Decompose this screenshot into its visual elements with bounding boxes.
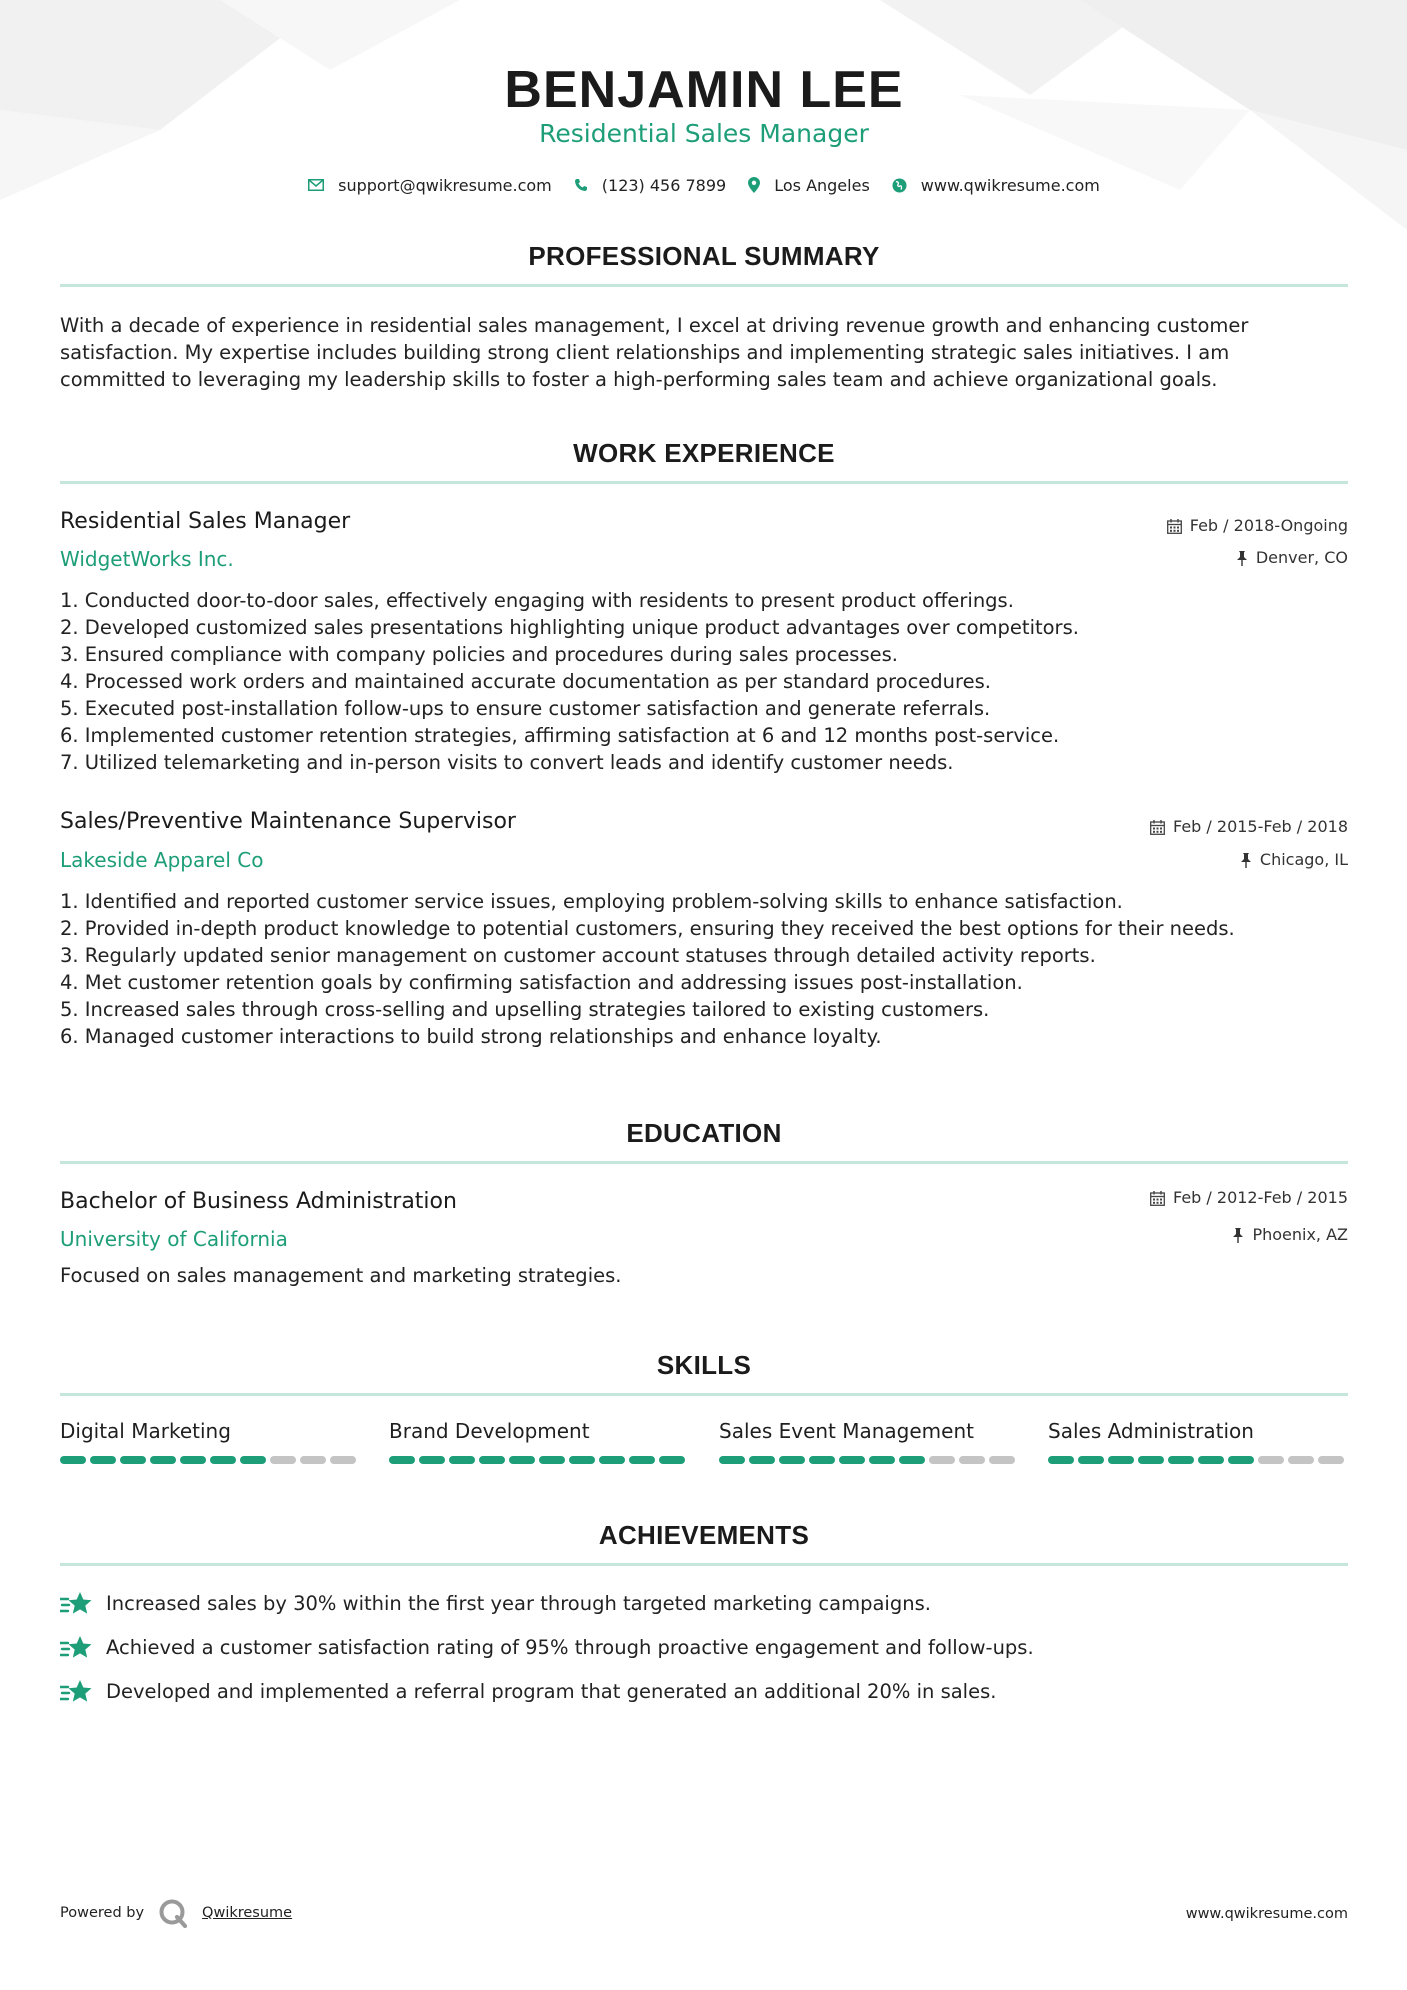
- achievements-divider: [60, 1563, 1348, 1566]
- phone-icon: [574, 178, 588, 192]
- skill-segment: [1048, 1456, 1074, 1464]
- contact-phone[interactable]: [574, 176, 726, 195]
- skill-segment: [1108, 1456, 1134, 1464]
- calendar-icon: [1150, 820, 1165, 835]
- calendar-icon: [1150, 1191, 1165, 1206]
- achievement-item: [60, 1634, 1034, 1662]
- job-bullets: [60, 587, 1348, 776]
- skill-name: Digital Marketing: [60, 1419, 231, 1443]
- list-item: 1. Conducted door-to-door sales, effectively engaging with residents to present product offerings.: [60, 589, 1014, 612]
- skill-segment: [869, 1456, 895, 1464]
- skill-segment: [1078, 1456, 1104, 1464]
- skill-segment: [90, 1456, 116, 1464]
- skill-segment: [479, 1456, 505, 1464]
- contact-website[interactable]: [892, 176, 1100, 195]
- skill-segment: [599, 1456, 625, 1464]
- skills-heading: SKILLS: [656, 1350, 752, 1380]
- job-location-text: Denver, CO: [1255, 548, 1348, 567]
- education-heading: EDUCATION: [626, 1118, 782, 1148]
- company-name: WidgetWorks Inc.: [60, 547, 234, 571]
- skill-segment: [330, 1456, 356, 1464]
- skill-segment: [659, 1456, 685, 1464]
- degree-title: Bachelor of Business Administration: [60, 1189, 457, 1214]
- skill-item: [389, 1418, 689, 1444]
- job-dates: [1167, 516, 1348, 536]
- contact-bar: [60, 172, 1348, 198]
- skill-segment: [989, 1456, 1015, 1464]
- skills-divider: [60, 1393, 1348, 1396]
- job-bullets: [60, 888, 1348, 1050]
- education-location: [1232, 1225, 1348, 1245]
- skill-segment: [929, 1456, 955, 1464]
- map-pin-icon: [748, 177, 760, 193]
- powered-by-label: Powered by: [60, 1905, 145, 1921]
- skill-level-bar: [60, 1456, 360, 1464]
- skill-level-bar: [1048, 1456, 1348, 1464]
- skill-level-bar: [389, 1456, 689, 1464]
- skill-segment: [419, 1456, 445, 1464]
- job-dates: [1150, 817, 1348, 837]
- skill-segment: [389, 1456, 415, 1464]
- skill-segment: [180, 1456, 206, 1464]
- list-item: 6. Implemented customer retention strategies, affirming satisfaction at 6 and 12 months post-service.: [60, 724, 1060, 747]
- skill-segment: [1198, 1456, 1224, 1464]
- experience-divider: [60, 481, 1348, 484]
- footer-website[interactable]: www.qwikresume.com: [1185, 1906, 1348, 1922]
- summary-line: With a decade of experience in residential sales management, I excel at driving revenue growth and enhancing customer: [60, 314, 1249, 337]
- skill-segment: [779, 1456, 805, 1464]
- education-dates-text: Feb / 2012-Feb / 2015: [1173, 1188, 1348, 1207]
- skill-segment: [509, 1456, 535, 1464]
- skill-segment: [1168, 1456, 1194, 1464]
- footer-powered-by: [60, 1898, 292, 1928]
- shooting-star-icon: [60, 1678, 94, 1706]
- list-item: 2. Provided in-depth product knowledge to potential customers, ensuring they received the best options for their needs.: [60, 917, 1235, 940]
- pushpin-icon: [1232, 1228, 1244, 1243]
- globe-icon: [892, 178, 907, 193]
- skill-segment: [150, 1456, 176, 1464]
- skill-segment: [1318, 1456, 1344, 1464]
- achievement-text: Developed and implemented a referral program that generated an additional 20% in sales.: [106, 1680, 997, 1703]
- candidate-role: Residential Sales Manager: [539, 119, 869, 148]
- qwikresume-logo-icon: [158, 1898, 188, 1928]
- skill-name: Brand Development: [389, 1419, 590, 1443]
- skill-segment: [449, 1456, 475, 1464]
- skill-segment: [899, 1456, 925, 1464]
- achievement-item: [60, 1590, 931, 1618]
- skill-segment: [210, 1456, 236, 1464]
- skill-segment: [809, 1456, 835, 1464]
- list-item: 4. Processed work orders and maintained accurate documentation as per standard procedures.: [60, 670, 991, 693]
- job-dates-text: Feb / 2018-Ongoing: [1189, 516, 1348, 535]
- list-item: 5. Increased sales through cross-selling and upselling strategies tailored to existing customers.: [60, 998, 990, 1021]
- skill-segment: [749, 1456, 775, 1464]
- job-title: Sales/Preventive Maintenance Supervisor: [60, 809, 516, 834]
- summary-divider: [60, 284, 1348, 287]
- skill-segment: [959, 1456, 985, 1464]
- job-title: Residential Sales Manager: [60, 509, 351, 534]
- education-dates: [1150, 1188, 1348, 1208]
- skill-item: [1048, 1418, 1348, 1444]
- skills-list: [60, 1418, 1348, 1478]
- achievements-heading: ACHIEVEMENTS: [598, 1520, 810, 1550]
- education-location-text: Phoenix, AZ: [1252, 1225, 1348, 1244]
- job-location-text: Chicago, IL: [1259, 850, 1348, 869]
- list-item: 2. Developed customized sales presentations highlighting unique product advantages over competitors.: [60, 616, 1079, 639]
- skill-segment: [1138, 1456, 1164, 1464]
- skill-name: Sales Administration: [1048, 1419, 1254, 1443]
- summary-text: [60, 312, 1348, 393]
- phone-text: (123) 456 7899: [601, 175, 727, 195]
- summary-line: committed to leveraging my leadership skills to foster a high-performing sales team and achieve organizational goals.: [60, 368, 1218, 391]
- location-text: Los Angeles: [774, 175, 870, 195]
- email-text: support@qwikresume.com: [338, 175, 552, 195]
- summary-line: satisfaction. My expertise includes building strong client relationships and implementing strategic sales initiatives. I am: [60, 341, 1230, 364]
- job-location: [1236, 548, 1348, 568]
- school-name: University of California: [60, 1227, 288, 1251]
- skill-segment: [60, 1456, 86, 1464]
- candidate-name: BENJAMIN LEE: [504, 61, 904, 119]
- skill-segment: [1258, 1456, 1284, 1464]
- skill-segment: [300, 1456, 326, 1464]
- qwikresume-link[interactable]: Qwikresume: [202, 1905, 293, 1921]
- skill-name: Sales Event Management: [719, 1419, 974, 1443]
- achievement-text: Achieved a customer satisfaction rating of 95% through proactive engagement and follow-ups.: [106, 1636, 1034, 1659]
- pushpin-icon: [1240, 853, 1252, 868]
- contact-location: [748, 176, 870, 195]
- list-item: 5. Executed post-installation follow-ups to ensure customer satisfaction and generate referrals.: [60, 697, 991, 720]
- skill-segment: [1228, 1456, 1254, 1464]
- resume-page: [60, 0, 1348, 1990]
- list-item: 1. Identified and reported customer service issues, employing problem-solving skills to enhance satisfaction.: [60, 890, 1123, 913]
- job-dates-text: Feb / 2015-Feb / 2018: [1173, 817, 1348, 836]
- skill-segment: [1288, 1456, 1314, 1464]
- skill-segment: [120, 1456, 146, 1464]
- achievement-text: Increased sales by 30% within the first year through targeted marketing campaigns.: [106, 1592, 931, 1615]
- list-item: 7. Utilized telemarketing and in-person visits to convert leads and identify customer needs.: [60, 751, 954, 774]
- list-item: 4. Met customer retention goals by confirming satisfaction and addressing issues post-installation.: [60, 971, 1023, 994]
- list-item: 3. Regularly updated senior management on customer account statuses through detailed activity reports.: [60, 944, 1096, 967]
- achievement-item: [60, 1678, 996, 1706]
- website-text: www.qwikresume.com: [920, 175, 1100, 195]
- skill-segment: [839, 1456, 865, 1464]
- skill-segment: [719, 1456, 745, 1464]
- contact-email[interactable]: [308, 176, 552, 195]
- skill-level-bar: [719, 1456, 1019, 1464]
- job-location: [1240, 850, 1348, 870]
- education-description: Focused on sales management and marketing strategies.: [60, 1264, 622, 1287]
- shooting-star-icon: [60, 1634, 94, 1662]
- skill-item: [719, 1418, 1019, 1444]
- calendar-icon: [1167, 519, 1182, 534]
- envelope-icon: [308, 179, 324, 191]
- list-item: 6. Managed customer interactions to build strong relationships and enhance loyalty.: [60, 1025, 882, 1048]
- education-divider: [60, 1161, 1348, 1164]
- experience-heading: WORK EXPERIENCE: [573, 438, 835, 468]
- list-item: 3. Ensured compliance with company policies and procedures during sales processes.: [60, 643, 898, 666]
- skill-item: [60, 1418, 360, 1444]
- shooting-star-icon: [60, 1590, 94, 1618]
- skill-segment: [270, 1456, 296, 1464]
- company-name: Lakeside Apparel Co: [60, 848, 264, 872]
- skill-segment: [240, 1456, 266, 1464]
- skill-segment: [539, 1456, 565, 1464]
- pushpin-icon: [1236, 551, 1248, 566]
- summary-heading: PROFESSIONAL SUMMARY: [528, 241, 880, 271]
- skill-segment: [629, 1456, 655, 1464]
- skill-segment: [569, 1456, 595, 1464]
